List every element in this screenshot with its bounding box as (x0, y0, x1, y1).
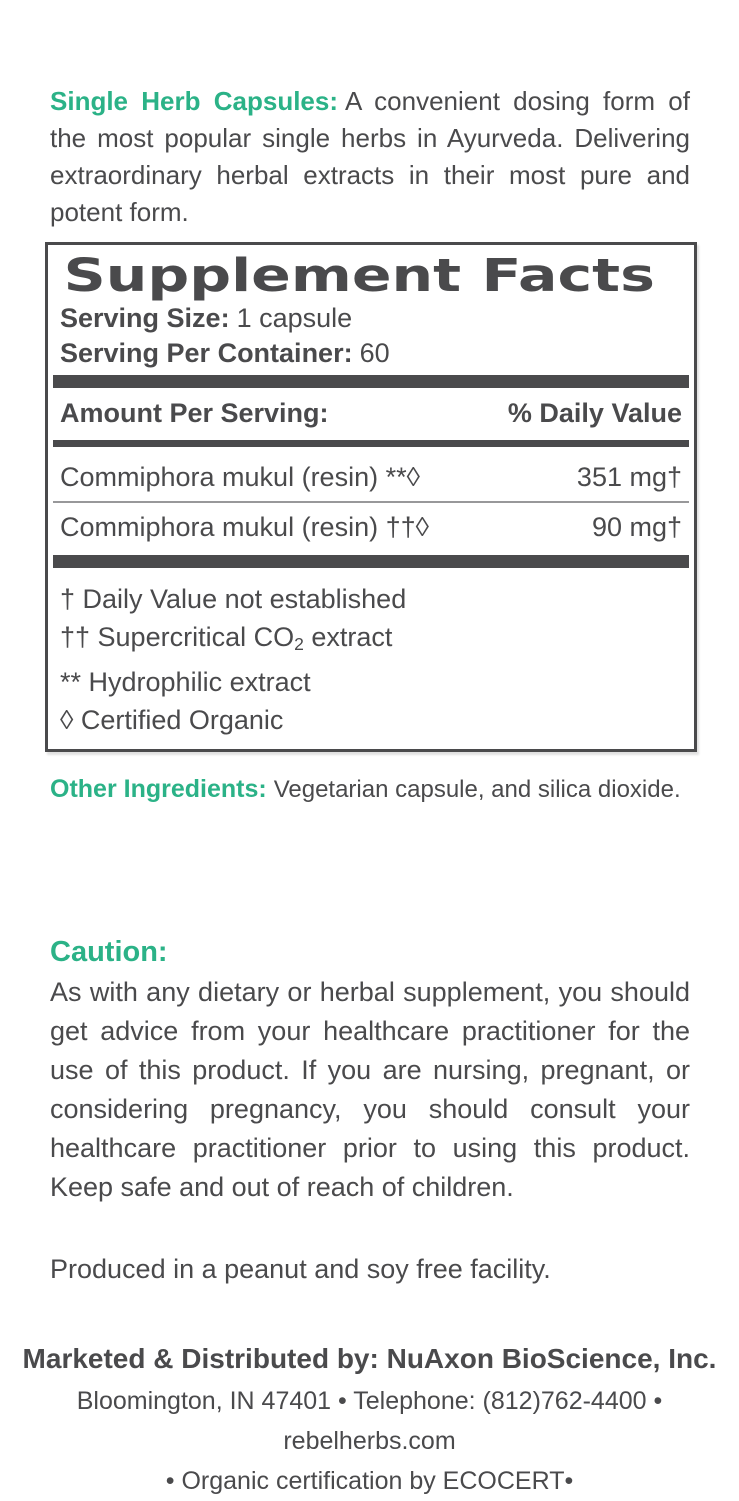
other-ingredients-text: Vegetarian capsule, and silica dioxide. (273, 776, 681, 803)
supplement-facts-title: Supplement Facts (63, 249, 655, 302)
supplement-facts-panel (45, 242, 697, 752)
ingredient-name: Commiphora mukul (resin) ††◊ (60, 512, 429, 542)
other-ingredients-line (50, 774, 690, 805)
ingredient-row (48, 503, 694, 551)
footnote-daily-value: † Daily Value not established (60, 584, 407, 614)
other-ingredients-label: Other Ingredients: (50, 775, 267, 803)
servings-per-container-line (48, 336, 694, 371)
amount-per-serving-header: Amount Per Serving: (60, 398, 329, 428)
intro-text: A convenient dosing form of the most popular single herbs in Ayurveda. Delivering extraordinary herbal extracts in their most pure and potent form. (50, 86, 690, 227)
caution-label: Caution: (50, 936, 168, 968)
serving-size-value: 1 capsule (236, 303, 353, 333)
intro-label: Single Herb Capsules: (50, 86, 339, 116)
address-telephone-line: Bloomington, IN 47401 • Telephone: (812)762-4400 • rebelherbs.com (76, 1387, 663, 1455)
footnotes-block (48, 572, 694, 739)
ingredient-name: Commiphora mukul (resin) **◊ (60, 462, 420, 492)
intro-paragraph (50, 83, 690, 231)
divider-bar-thick (53, 375, 689, 388)
supplement-facts-title-wrap (48, 251, 694, 301)
servings-per-container-value: 60 (359, 338, 390, 368)
daily-value-header: % Daily Value (507, 398, 682, 428)
ingredient-amount: 351 mg† (576, 462, 682, 492)
organic-certification-line: • Organic certification by ECOCERT• (165, 1467, 574, 1495)
footnote-co2-suffix: extract (303, 622, 393, 652)
serving-size-line (48, 301, 694, 336)
ingredient-amount: 90 mg† (591, 512, 682, 542)
footnote-hydrophilic: ** Hydrophilic extract (60, 667, 311, 697)
serving-size-label: Serving Size: (60, 303, 230, 333)
amount-per-serving-header-row (48, 392, 694, 434)
divider-bar-thick (53, 555, 689, 568)
distributor-line: Marketed & Distributed by: NuAxon BioScience, Inc. (22, 1343, 717, 1374)
footnote-co2-prefix: †† Supercritical CO (60, 622, 295, 652)
servings-per-container-label: Serving Per Container: (60, 338, 353, 368)
caution-paragraph: As with any dietary or herbal supplement, you should get advice from your healthcare practitioner for the use of this product. If you are nursing, pregnant, or considering pregnancy, you should consult your healthcare practitioner prior to using this product. Keep safe and out of reach of children. (50, 977, 690, 1202)
footnote-co2-subscript: 2 (294, 634, 304, 654)
divider-bar-medium (53, 440, 689, 447)
facility-note: Produced in a peanut and soy free facility. (50, 1254, 551, 1284)
footnote-co2-extract (60, 618, 682, 663)
footer-block (0, 1337, 739, 1501)
footnote-certified-organic: ◊ Certified Organic (60, 705, 284, 735)
ingredient-row (48, 453, 694, 501)
